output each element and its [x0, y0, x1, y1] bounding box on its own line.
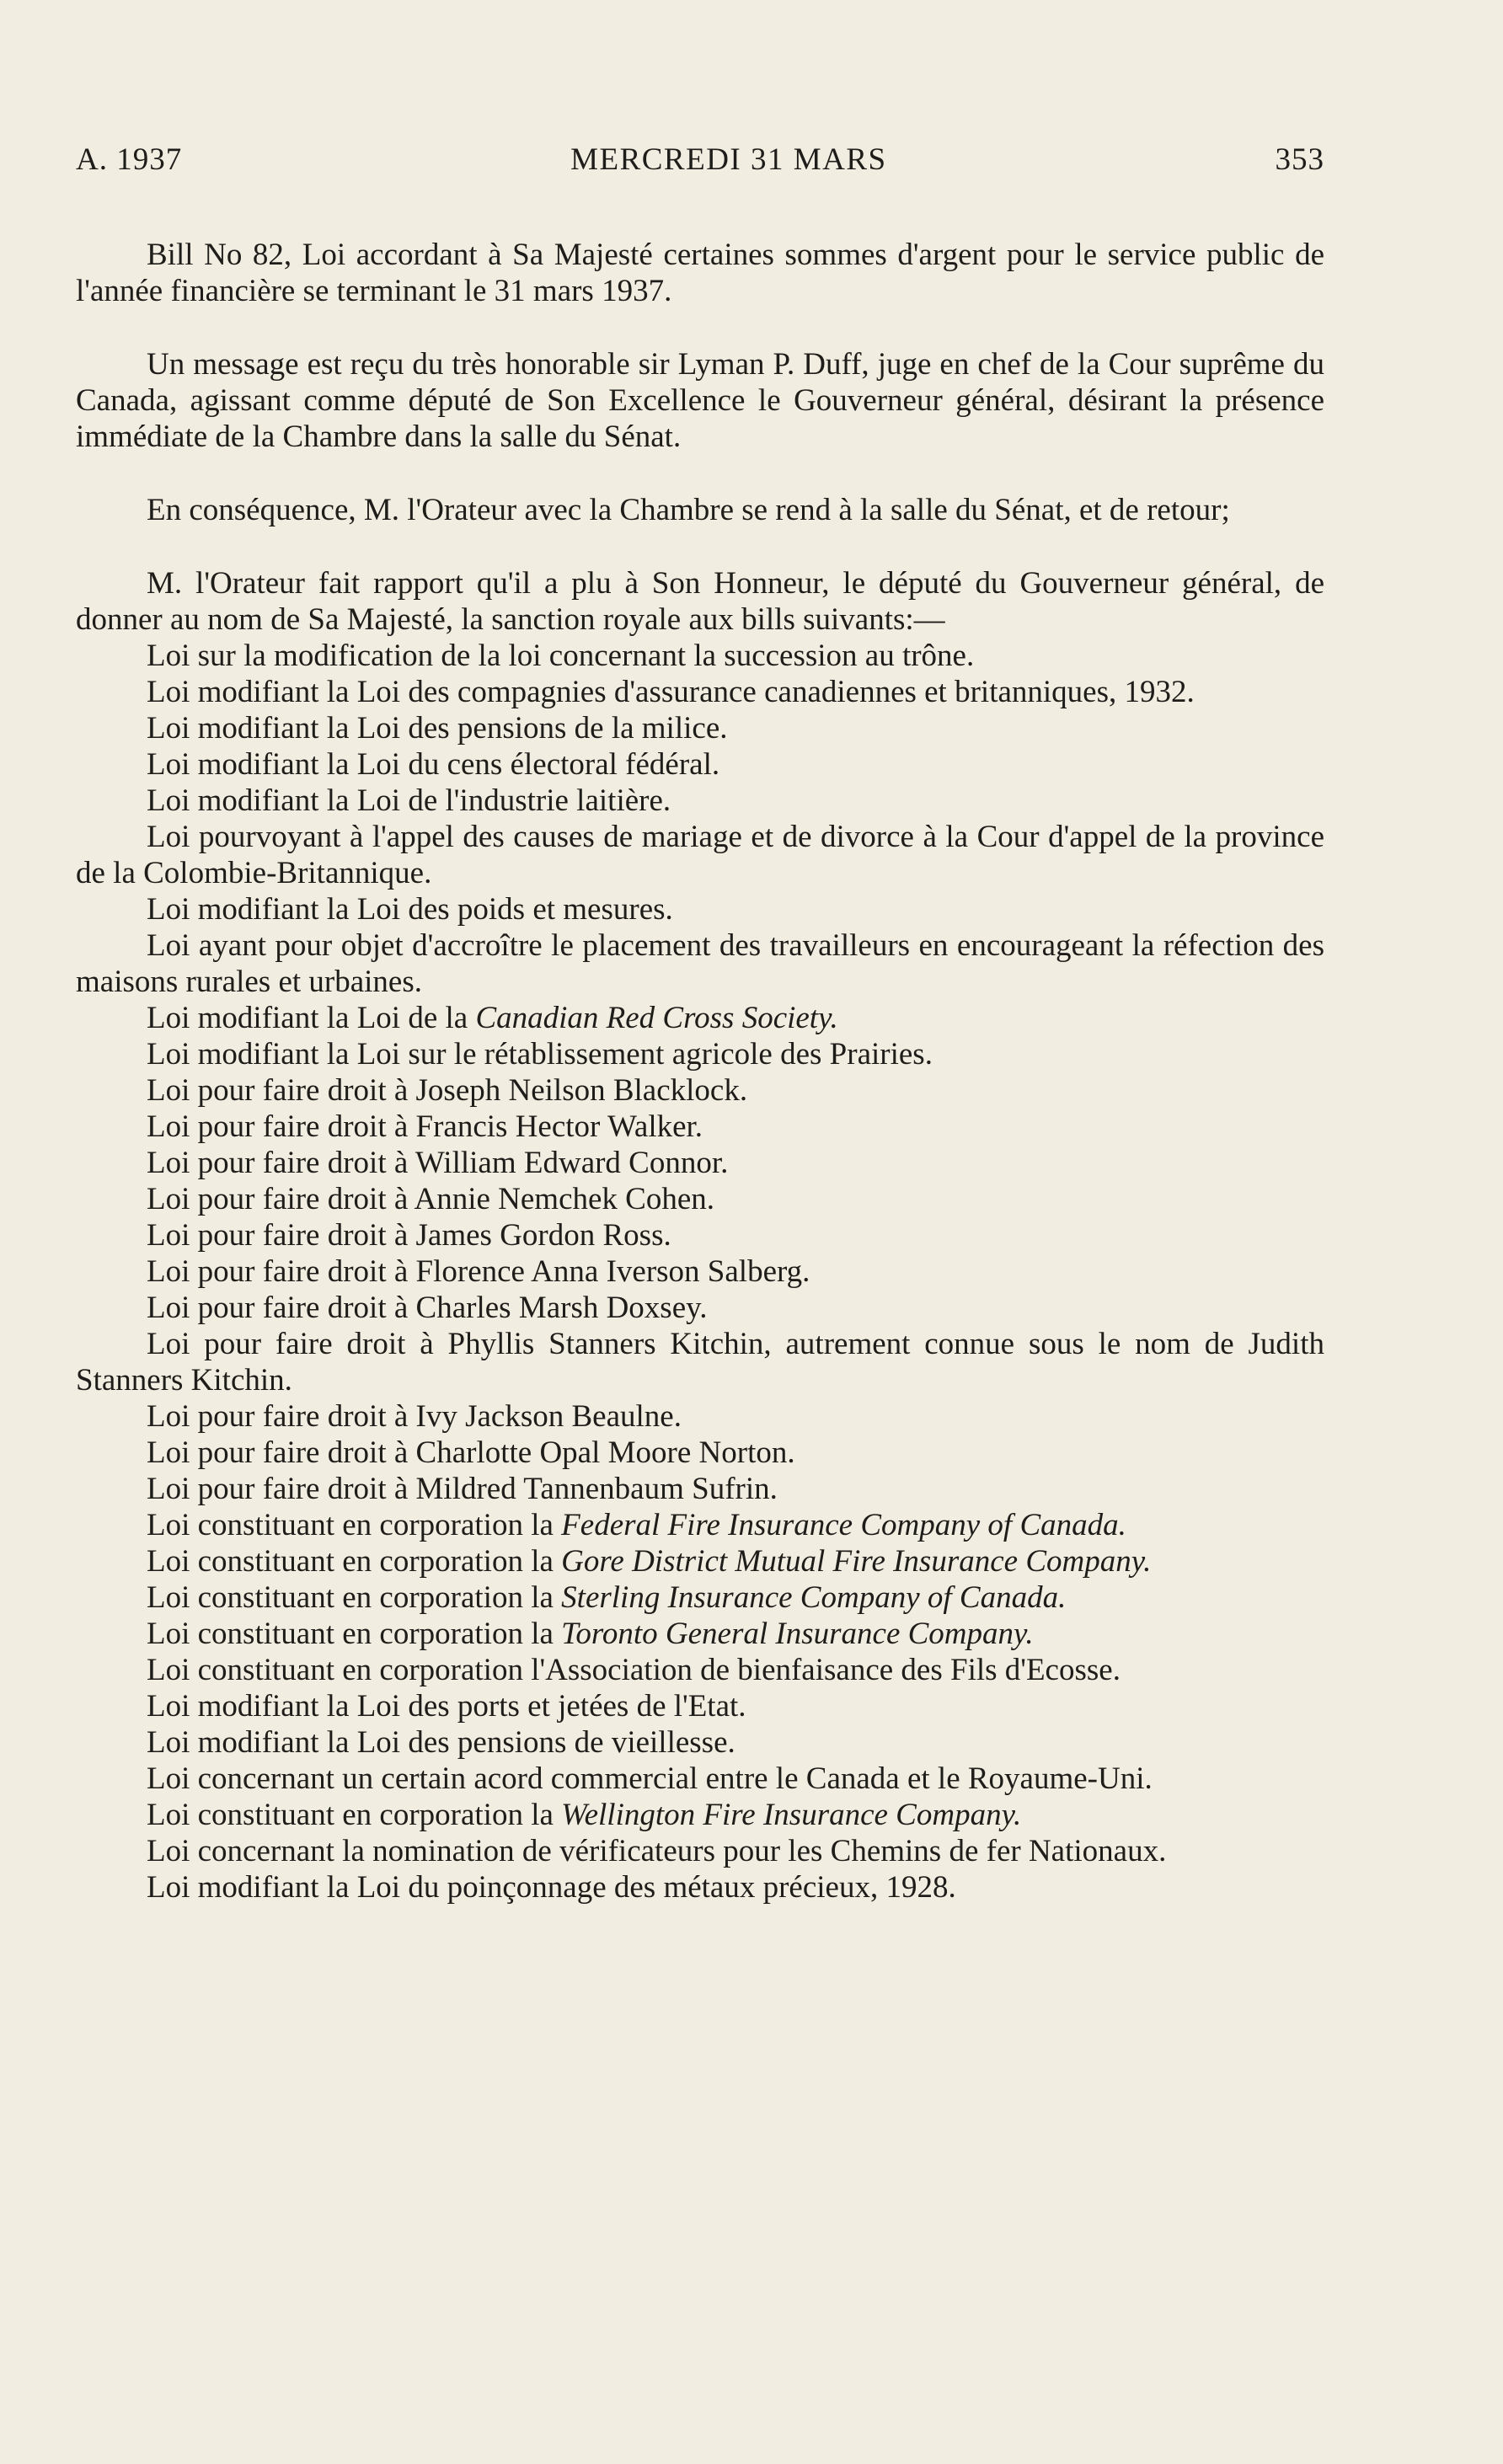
bill-italic-name: Gore District Mutual Fire Insurance Company.: [561, 1544, 1152, 1579]
bill-item: [76, 1181, 1324, 1217]
paragraph-royal-assent: M. l'Orateur fait rapport qu'il a plu à Son Honneur, le député du Gouverneur général, de donner au nom de Sa Majesté, la sanction royale aux bills suivants:—: [76, 566, 1324, 637]
bill-list: [76, 638, 1324, 1905]
bill-item: [76, 1000, 1324, 1036]
bill-text: Loi constituant en corporation la: [147, 1798, 562, 1832]
running-head: [76, 142, 1324, 178]
bill-text: Loi constituant en corporation la: [147, 1544, 562, 1579]
bill-text: Loi ayant pour objet d'accroître le placement des travailleurs en encourageant la réfection des maisons rurales et urbaines.: [76, 928, 1324, 999]
bill-text: Loi concernant un certain acord commercial entre le Canada et le Royaume-Uni.: [147, 1761, 1153, 1796]
bill-text: Loi modifiant la Loi des compagnies d'assurance canadiennes et britanniques, 1932.: [147, 675, 1195, 709]
bill-text: Loi modifiant la Loi sur le rétablissement agricole des Prairies.: [147, 1037, 933, 1072]
bill-item: [76, 927, 1324, 1000]
bill-item: [76, 1724, 1324, 1761]
bill-text: Loi pour faire droit à James Gordon Ross.: [147, 1218, 671, 1253]
bill-item: [76, 1833, 1324, 1869]
bill-italic-name: Wellington Fire Insurance Company.: [561, 1798, 1022, 1832]
bill-italic-name: Federal Fire Insurance Company of Canada.: [561, 1508, 1126, 1542]
bill-item: [76, 1543, 1324, 1579]
bill-item: [76, 1688, 1324, 1724]
bill-item: [76, 1036, 1324, 1072]
bill-text: Loi constituant en corporation la: [147, 1580, 562, 1615]
bill-italic-name: Sterling Insurance Company of Canada.: [561, 1580, 1067, 1615]
bill-text: Loi pour faire droit à Annie Nemchek Cohen.: [147, 1182, 715, 1216]
bill-text: Loi pour faire droit à William Edward Connor.: [147, 1146, 729, 1180]
bill-text: Loi pour faire droit à Ivy Jackson Beaulne.: [147, 1399, 682, 1434]
bill-item: [76, 1217, 1324, 1253]
bill-item: [76, 1290, 1324, 1326]
bill-item: [76, 1398, 1324, 1435]
bill-item: [76, 1797, 1324, 1833]
bill-item: [76, 1652, 1324, 1688]
bill-item: [76, 1507, 1324, 1543]
bill-text: Loi constituant en corporation la: [147, 1617, 562, 1651]
bill-item: [76, 1761, 1324, 1797]
header-date: MERCREDI 31 MARS: [570, 142, 887, 177]
bill-text: Loi pour faire droit à Charles Marsh Doxsey.: [147, 1291, 708, 1325]
header-year: A. 1937: [76, 142, 183, 177]
bill-text: Loi modifiant la Loi de la: [147, 1001, 476, 1035]
bill-text: Loi constituant en corporation l'Association de bienfaisance des Fils d'Ecosse.: [147, 1653, 1121, 1687]
bill-item: [76, 746, 1324, 783]
bill-text: Loi modifiant la Loi des poids et mesures.: [147, 892, 673, 927]
bill-text: Loi constituant en corporation la: [147, 1508, 562, 1542]
bill-text: Loi modifiant la Loi du poinçonnage des métaux précieux, 1928.: [147, 1870, 956, 1905]
bill-item: [76, 1145, 1324, 1181]
paragraph-bill-82: Bill No 82, Loi accordant à Sa Majesté certaines sommes d'argent pour le service public de l'année financière se terminant le 31 mars 1937.: [76, 238, 1324, 308]
bill-text: Loi modifiant la Loi des pensions de vieillesse.: [147, 1725, 735, 1760]
paragraph-message: Un message est reçu du très honorable sir Lyman P. Duff, juge en chef de la Cour suprême du Canada, agissant comme député de Son Excellence le Gouverneur général, désirant la présence immédiate de la Chambre dans la salle du Sénat.: [76, 347, 1324, 454]
bill-item: [76, 1435, 1324, 1471]
bill-italic-name: Toronto General Insurance Company.: [561, 1617, 1034, 1651]
bill-item: [76, 819, 1324, 891]
bill-item: [76, 674, 1324, 710]
bill-item: [76, 1326, 1324, 1398]
bill-text: Loi concernant la nomination de vérificateurs pour les Chemins de fer Nationaux.: [147, 1834, 1167, 1868]
bill-item: [76, 638, 1324, 674]
bill-text: Loi modifiant la Loi de l'industrie laitière.: [147, 783, 671, 818]
bill-text: Loi pour faire droit à Joseph Neilson Blacklock.: [147, 1073, 748, 1108]
bill-text: Loi pour faire droit à Mildred Tannenbaum Sufrin.: [147, 1472, 778, 1506]
bill-text: Loi pourvoyant à l'appel des causes de mariage et de divorce à la Cour d'appel de la province de la Colombie-Britannique.: [76, 820, 1324, 890]
bill-text: Loi modifiant la Loi des ports et jetées de l'Etat.: [147, 1689, 746, 1724]
page-number: 353: [1275, 142, 1324, 177]
bill-text: Loi modifiant la Loi du cens électoral fédéral.: [147, 747, 720, 782]
bill-item: [76, 1869, 1324, 1905]
bill-text: Loi pour faire droit à Charlotte Opal Moore Norton.: [147, 1435, 795, 1470]
bill-item: [76, 710, 1324, 746]
bill-text: Loi modifiant la Loi des pensions de la milice.: [147, 711, 728, 746]
bill-text: Loi pour faire droit à Francis Hector Walker.: [147, 1109, 703, 1144]
paragraph-consequence: En conséquence, M. l'Orateur avec la Chambre se rend à la salle du Sénat, et de retour;: [147, 493, 1230, 527]
bill-text: Loi sur la modification de la loi concernant la succession au trône.: [147, 639, 975, 673]
bill-item: [76, 1471, 1324, 1507]
bill-item: [76, 1616, 1324, 1652]
bill-italic-name: Canadian Red Cross Society.: [475, 1001, 838, 1035]
bill-item: [76, 1579, 1324, 1616]
bill-item: [76, 891, 1324, 927]
bill-item: [76, 1253, 1324, 1290]
bill-text: Loi pour faire droit à Florence Anna Iverson Salberg.: [147, 1254, 810, 1289]
bill-item: [76, 1109, 1324, 1145]
bill-item: [76, 783, 1324, 819]
bill-item: [76, 1072, 1324, 1109]
bill-text: Loi pour faire droit à Phyllis Stanners Kitchin, autrement connue sous le nom de Judith Stanners Kitchin.: [76, 1327, 1324, 1398]
